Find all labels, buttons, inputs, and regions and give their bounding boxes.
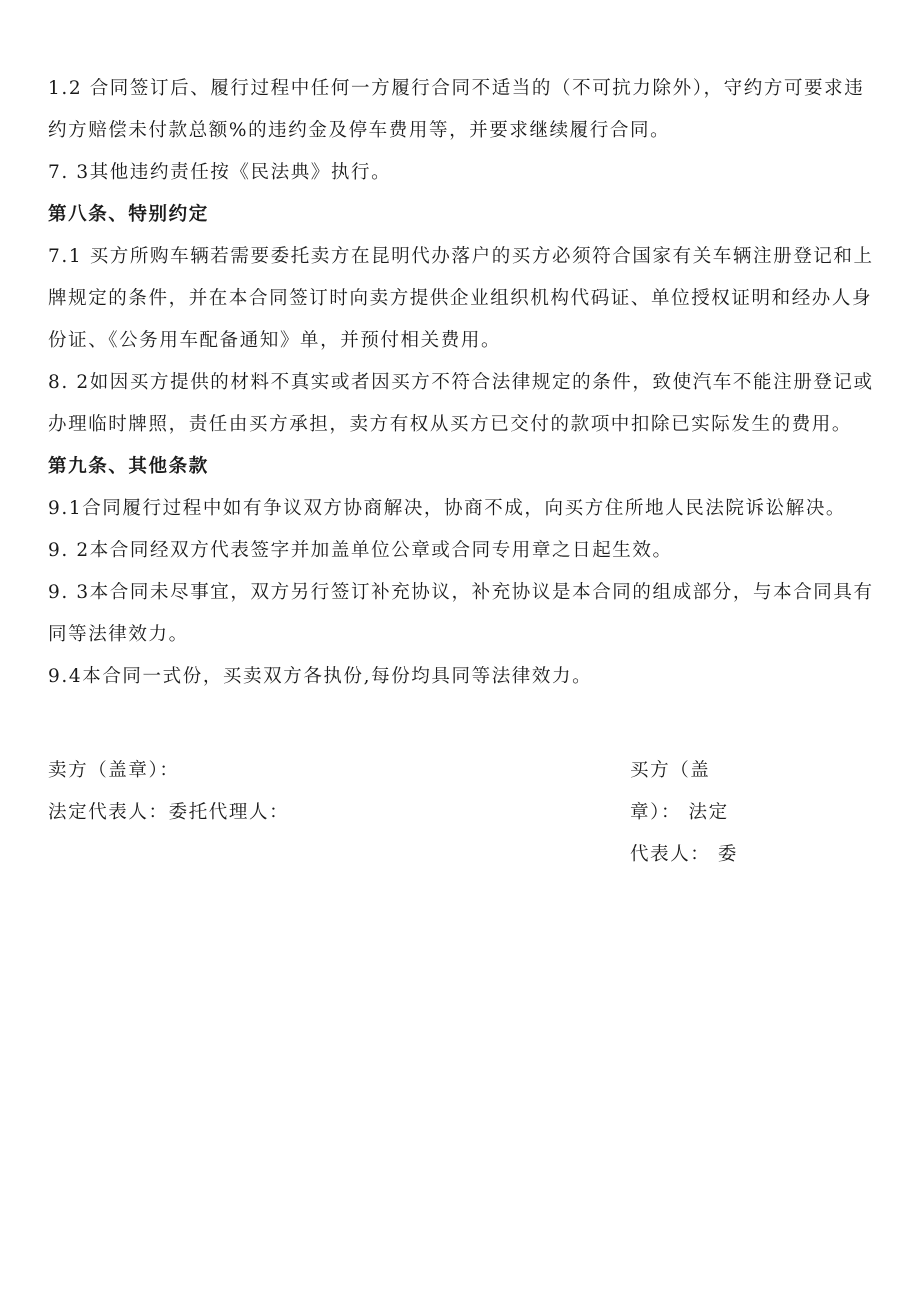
seller-representative-label: 法定代表人：委托代理人： (48, 802, 290, 823)
buyer-seal-label-cont: 章）： 法定 (630, 802, 729, 823)
clause-9-2: 9. 2本合同经双方代表签字并加盖单位公章或合同专用章之日起生效。 (48, 540, 673, 561)
clause-8-2: 8. 2如因买方提供的材料不真实或者因买方不符合法律规定的条件，致使汽车不能注册登记或办理临时牌照，责任由买方承担，卖方有权从买方已交付的款项中扣除已实际发生的费用。 (48, 372, 874, 435)
clause-9-4: 9.4本合同一式份，买卖双方各执份,每份均具同等法律效力。 (48, 666, 593, 687)
buyer-representative-label: 代表人： 委 (630, 844, 738, 865)
clause-9-1: 9.1合同履行过程中如有争议双方协商解决，协商不成，向买方住所地人民法院诉讼解决。 (48, 498, 847, 519)
clause-7-1: 7.1 买方所购车辆若需要委托卖方在昆明代办落户的买方必须符合国家有关车辆注册登记和上牌规定的条件，并在本合同签订时向卖方提供企业组织机构代码证、单位授权证明和经办人身份证、《公务用车配备通知》单，并预付相关费用。 (48, 246, 874, 351)
buyer-seal-label: 买方（盖 (630, 760, 711, 781)
seller-seal-label: 卖方（盖章）： (48, 760, 180, 781)
section-heading-9: 第九条、其他条款 (48, 456, 209, 477)
clause-1-2: 1.2 合同签订后、履行过程中任何一方履行合同不适当的（不可抗力除外），守约方可要求违约方赔偿未付款总额%的违约金及停车费用等，并要求继续履行合同。 (48, 78, 865, 141)
clause-7-3: 7. 3其他违约责任按《民法典》执行。 (48, 162, 392, 183)
clause-9-3: 9. 3本合同未尽事宜，双方另行签订补充协议，补充协议是本合同的组成部分，与本合同具有同等法律效力。 (48, 582, 874, 645)
section-heading-8: 第八条、特别约定 (48, 204, 209, 225)
